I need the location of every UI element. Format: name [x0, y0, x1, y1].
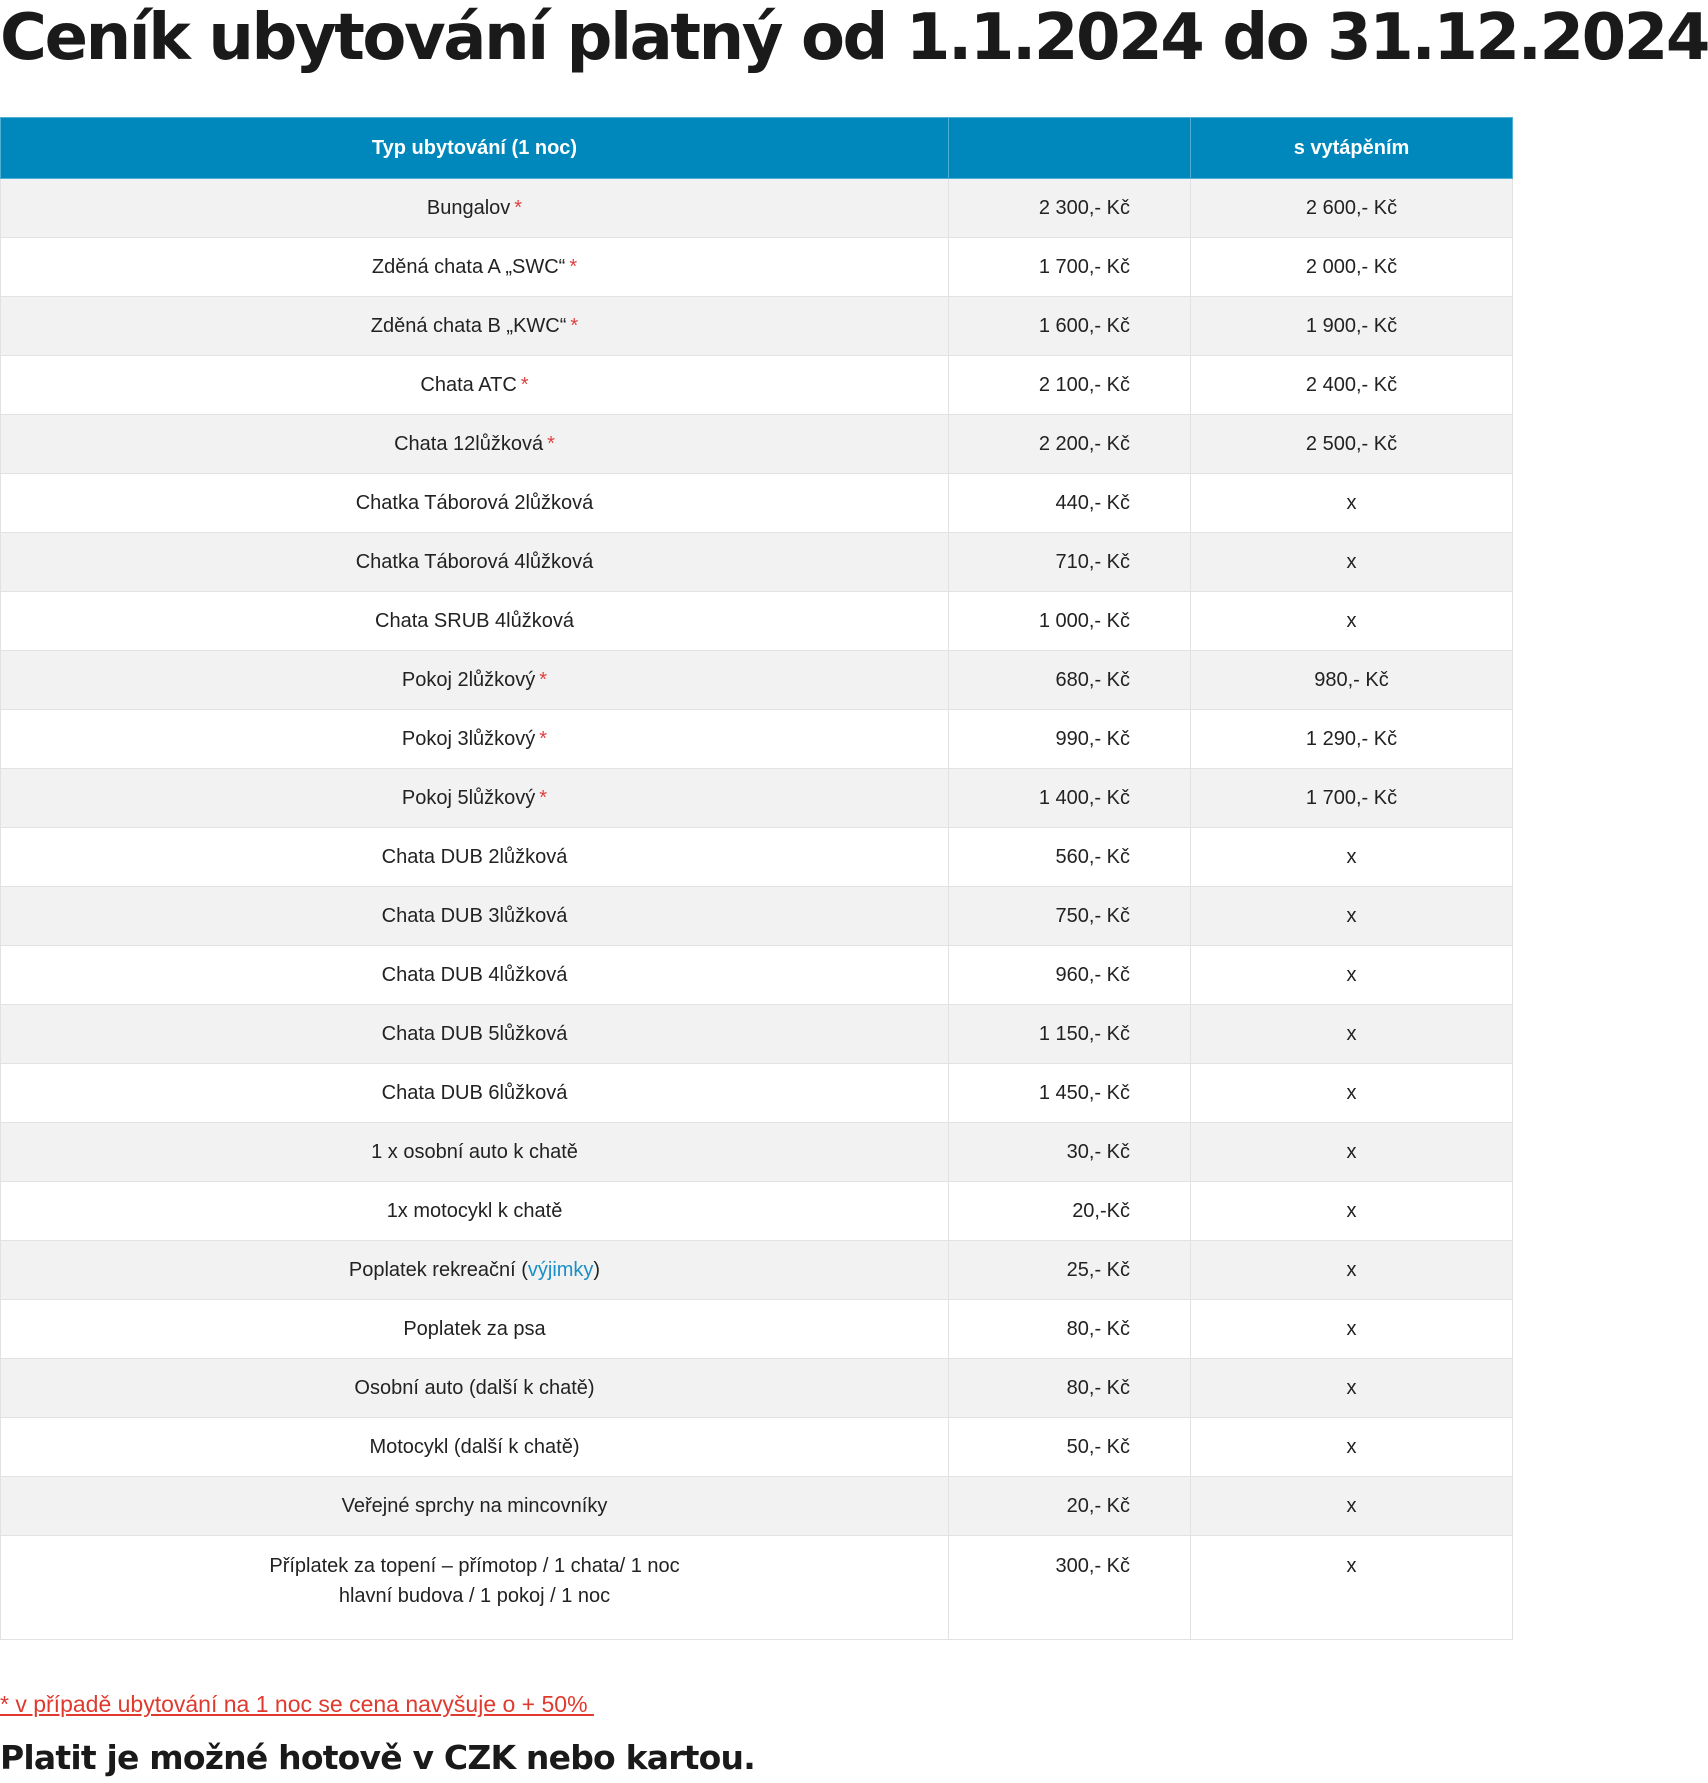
- table-row: [1, 1536, 1513, 1640]
- cell-accommodation-type: [1, 356, 949, 415]
- table-row: [1, 710, 1513, 769]
- table-row: [1, 1064, 1513, 1123]
- cell-price: 680,- Kč: [949, 651, 1191, 710]
- cell-price: 1 600,- Kč: [949, 297, 1191, 356]
- cell-price: 1 150,- Kč: [949, 1005, 1191, 1064]
- table-row: [1, 1418, 1513, 1477]
- header-with-heating: s vytápěním: [1191, 118, 1513, 179]
- cell-price-with-heating: x: [1191, 533, 1513, 592]
- row-label: Chatka Táborová 4lůžková: [355, 550, 594, 573]
- cell-accommodation-type: [1, 1359, 949, 1418]
- asterisk-mark: *: [520, 373, 529, 396]
- cell-price: 960,- Kč: [949, 946, 1191, 1005]
- cell-price-with-heating: x: [1191, 1359, 1513, 1418]
- row-label: Pokoj 3lůžkový: [401, 727, 536, 750]
- cell-accommodation-type: [1, 1005, 949, 1064]
- exceptions-link[interactable]: výjimky: [527, 1258, 594, 1281]
- row-label: Chata DUB 5lůžková: [381, 1022, 568, 1045]
- price-table: [0, 117, 1513, 1640]
- cell-price: 710,- Kč: [949, 533, 1191, 592]
- cell-price-with-heating: x: [1191, 1123, 1513, 1182]
- table-row: [1, 533, 1513, 592]
- cell-accommodation-type: [1, 297, 949, 356]
- cell-accommodation-type: [1, 238, 949, 297]
- asterisk-mark: *: [569, 255, 578, 278]
- cell-price: 1 700,- Kč: [949, 238, 1191, 297]
- cell-price-with-heating: x: [1191, 1182, 1513, 1241]
- cell-price: 300,- Kč: [949, 1536, 1191, 1640]
- cell-price: 2 300,- Kč: [949, 179, 1191, 238]
- row-label: Zděná chata B „KWC“: [370, 314, 567, 337]
- table-row: [1, 474, 1513, 533]
- asterisk-mark: *: [539, 727, 548, 750]
- cell-price: 2 200,- Kč: [949, 415, 1191, 474]
- cell-price: 990,- Kč: [949, 710, 1191, 769]
- table-row: [1, 297, 1513, 356]
- cell-accommodation-type: [1, 1300, 949, 1359]
- asterisk-mark: *: [570, 314, 579, 337]
- table-row: [1, 651, 1513, 710]
- table-row: [1, 1241, 1513, 1300]
- table-row: [1, 1300, 1513, 1359]
- cell-accommodation-type: [1, 474, 949, 533]
- row-label: ): [593, 1258, 601, 1281]
- cell-accommodation-type: [1, 828, 949, 887]
- cell-price-with-heating: x: [1191, 474, 1513, 533]
- cell-price-with-heating: 2 500,- Kč: [1191, 415, 1513, 474]
- row-label: Chata DUB 2lůžková: [381, 845, 568, 868]
- table-row: [1, 179, 1513, 238]
- row-label: Pokoj 5lůžkový: [401, 786, 536, 809]
- asterisk-mark: *: [547, 432, 555, 455]
- cell-price: 440,- Kč: [949, 474, 1191, 533]
- row-label-line: Příplatek za topení – přímotop / 1 chata/ 1 noc: [269, 1555, 680, 1577]
- table-row: [1, 238, 1513, 297]
- cell-price-with-heating: 1 700,- Kč: [1191, 769, 1513, 828]
- cell-price-with-heating: x: [1191, 592, 1513, 651]
- cell-accommodation-type: [1, 1064, 949, 1123]
- cell-price-with-heating: x: [1191, 1536, 1513, 1640]
- cell-price: 50,- Kč: [949, 1418, 1191, 1477]
- cell-price: 30,- Kč: [949, 1123, 1191, 1182]
- cell-price: 20,-Kč: [949, 1182, 1191, 1241]
- cell-price: 1 450,- Kč: [949, 1064, 1191, 1123]
- header-price: [949, 118, 1191, 179]
- asterisk-mark: *: [539, 786, 548, 809]
- cell-accommodation-type: [1, 1182, 949, 1241]
- cell-price-with-heating: 1 290,- Kč: [1191, 710, 1513, 769]
- cell-accommodation-type: [1, 179, 949, 238]
- row-label: Osobní auto (další k chatě): [354, 1376, 595, 1399]
- cell-accommodation-type: [1, 1536, 949, 1640]
- cell-price: 750,- Kč: [949, 887, 1191, 946]
- cell-price: 20,- Kč: [949, 1477, 1191, 1536]
- cell-accommodation-type: [1, 1418, 949, 1477]
- cell-price-with-heating: x: [1191, 1418, 1513, 1477]
- row-label: Chata ATC: [420, 373, 517, 396]
- row-label: Pokoj 2lůžkový: [401, 668, 536, 691]
- cell-price: 560,- Kč: [949, 828, 1191, 887]
- cell-price: 1 400,- Kč: [949, 769, 1191, 828]
- table-row: [1, 415, 1513, 474]
- table-header-row: [1, 118, 1513, 179]
- cell-accommodation-type: [1, 651, 949, 710]
- asterisk-mark: *: [514, 196, 523, 219]
- cell-accommodation-type: [1, 533, 949, 592]
- cell-price-with-heating: x: [1191, 1477, 1513, 1536]
- cell-price-with-heating: 2 400,- Kč: [1191, 356, 1513, 415]
- row-label-line: hlavní budova / 1 pokoj / 1 noc: [338, 1585, 611, 1607]
- row-label: 1 x osobní auto k chatě: [371, 1140, 578, 1163]
- row-label: 1x motocykl k chatě: [386, 1199, 563, 1222]
- cell-accommodation-type: [1, 946, 949, 1005]
- payment-note: Platit je možné hotově v CZK nebo kartou.: [0, 1738, 755, 1777]
- cell-price-with-heating: 1 900,- Kč: [1191, 297, 1513, 356]
- table-row: [1, 592, 1513, 651]
- cell-price-with-heating: x: [1191, 946, 1513, 1005]
- cell-price-with-heating: x: [1191, 1064, 1513, 1123]
- row-label: Chata DUB 6lůžková: [381, 1081, 568, 1104]
- cell-price-with-heating: x: [1191, 1005, 1513, 1064]
- table-row: [1, 946, 1513, 1005]
- cell-price: 1 000,- Kč: [949, 592, 1191, 651]
- row-label: Chata 12lůžková: [394, 432, 544, 455]
- cell-accommodation-type: [1, 1123, 949, 1182]
- row-label: Chata DUB 3lůžková: [381, 904, 568, 927]
- cell-price-with-heating: x: [1191, 1241, 1513, 1300]
- cell-accommodation-type: [1, 769, 949, 828]
- cell-price-with-heating: 2 600,- Kč: [1191, 179, 1513, 238]
- row-label: Poplatek rekreační (: [348, 1258, 528, 1281]
- cell-price: 2 100,- Kč: [949, 356, 1191, 415]
- table-row: [1, 1477, 1513, 1536]
- row-label: Chata DUB 4lůžková: [381, 963, 568, 986]
- cell-accommodation-type: [1, 1477, 949, 1536]
- cell-accommodation-type: [1, 592, 949, 651]
- table-row: [1, 1123, 1513, 1182]
- row-label: Bungalov: [426, 196, 511, 219]
- cell-price-with-heating: x: [1191, 1300, 1513, 1359]
- cell-price: 25,- Kč: [949, 1241, 1191, 1300]
- cell-price-with-heating: 2 000,- Kč: [1191, 238, 1513, 297]
- row-label: Motocykl (další k chatě): [369, 1435, 580, 1458]
- cell-price: 80,- Kč: [949, 1300, 1191, 1359]
- table-body: [1, 179, 1513, 1640]
- table-row: [1, 887, 1513, 946]
- cell-accommodation-type: [1, 415, 949, 474]
- row-label: Chata SRUB 4lůžková: [375, 609, 574, 632]
- row-label: Zděná chata A „SWC“: [371, 255, 566, 278]
- table-row: [1, 1359, 1513, 1418]
- row-label: Chatka Táborová 2lůžková: [355, 491, 594, 514]
- cell-price-with-heating: 980,- Kč: [1191, 651, 1513, 710]
- row-label: Poplatek za psa: [403, 1317, 546, 1340]
- table-row: [1, 769, 1513, 828]
- table-row: [1, 1182, 1513, 1241]
- cell-price-with-heating: x: [1191, 887, 1513, 946]
- table-row: [1, 356, 1513, 415]
- cell-price: 80,- Kč: [949, 1359, 1191, 1418]
- cell-accommodation-type: [1, 1241, 949, 1300]
- cell-price-with-heating: x: [1191, 828, 1513, 887]
- table-row: [1, 828, 1513, 887]
- footnote-one-night-surcharge[interactable]: * v případě ubytování na 1 noc se cena navyšuje o + 50%: [0, 1691, 594, 1717]
- header-accommodation-type: Typ ubytování (1 noc): [1, 118, 949, 179]
- page-title: Ceník ubytování platný od 1.1.2024 do 31.12.2024: [0, 1, 1708, 75]
- cell-accommodation-type: [1, 887, 949, 946]
- row-label: Veřejné sprchy na mincovníky: [341, 1494, 608, 1517]
- asterisk-mark: *: [539, 668, 548, 691]
- cell-accommodation-type: [1, 710, 949, 769]
- table-row: [1, 1005, 1513, 1064]
